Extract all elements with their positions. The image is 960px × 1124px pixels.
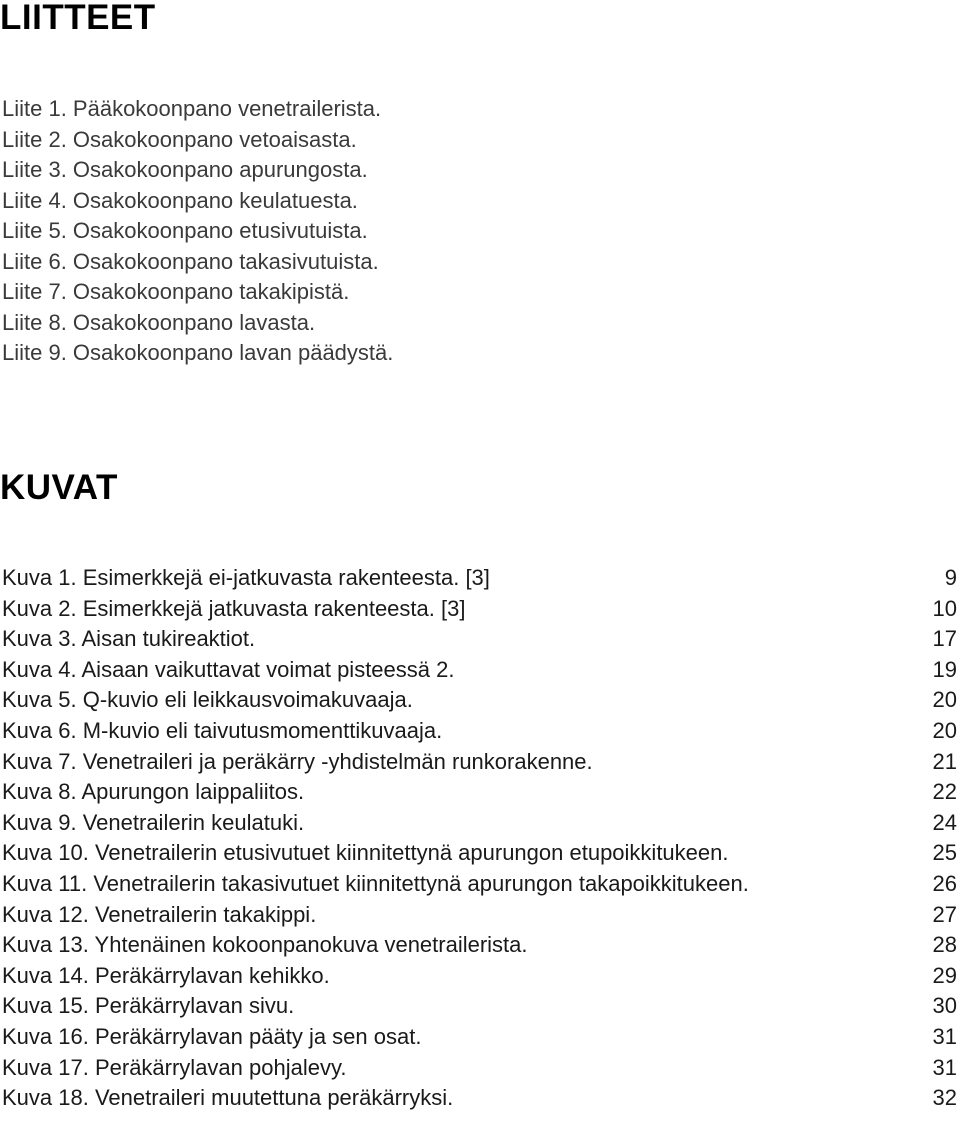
appendix-item: Liite 1. Pääkokoonpano venetrailerista. [2, 96, 382, 121]
figure-page-number: 9 [944, 565, 957, 590]
figure-page-number: 20 [932, 687, 957, 713]
appendix-item: Liite 4. Osakokoonpano keulatuesta. [2, 187, 358, 213]
figure-label: Kuva 12. Venetrailerin takakippi. [2, 901, 317, 927]
figure-label: Kuva 15. Peräkärrylavan sivu. [2, 993, 295, 1019]
figure-label: Kuva 16. Peräkärrylavan pääty ja sen osat. [2, 1023, 422, 1049]
figure-item [2, 624, 957, 655]
appendix-item: Liite 2. Osakokoonpano vetoaisasta. [2, 126, 357, 152]
figure-label: Kuva 1. Esimerkkejä ei-jatkuvasta rakenteesta. [3] [2, 565, 490, 590]
figure-page-number: 17 [932, 626, 957, 652]
figure-page-number: 29 [932, 962, 957, 988]
figure-page-number: 10 [932, 595, 957, 621]
figure-item [2, 685, 957, 716]
figure-item [2, 655, 957, 686]
figure-item [2, 838, 957, 869]
figure-label: Kuva 17. Peräkärrylavan pohjalevy. [2, 1054, 347, 1080]
figure-label: Kuva 3. Aisan tukireaktiot. [2, 626, 256, 652]
figure-label: Kuva 11. Venetrailerin takasivutuet kiinnitettynä apurungon takapoikkitukeen. [2, 870, 749, 896]
figure-page-number: 28 [932, 932, 957, 958]
figure-page-number: 19 [932, 656, 957, 682]
figure-item [2, 777, 957, 808]
figure-item [2, 930, 957, 961]
figure-page-number: 32 [932, 1085, 957, 1111]
figure-page-number: 27 [932, 901, 957, 927]
figure-item [2, 747, 957, 778]
figure-page-number: 20 [932, 717, 957, 743]
appendices-list [2, 94, 393, 369]
appendix-item: Liite 9. Osakokoonpano lavan päädystä. [2, 340, 394, 365]
figure-item [2, 563, 957, 594]
figure-item [2, 1022, 957, 1053]
appendix-item: Liite 8. Osakokoonpano lavasta. [2, 309, 316, 335]
figure-page-number: 30 [932, 993, 957, 1019]
figure-item [2, 716, 957, 747]
appendix-item: Liite 7. Osakokoonpano takakipistä. [2, 279, 350, 304]
figure-label: Kuva 14. Peräkärrylavan kehikko. [2, 962, 330, 988]
figures-heading: KUVAT [0, 468, 118, 507]
figure-page-number: 31 [932, 1054, 957, 1080]
figure-label: Kuva 5. Q-kuvio eli leikkausvoimakuvaaja. [2, 687, 413, 713]
figure-label: Kuva 18. Venetraileri muutettuna peräkärryksi. [2, 1085, 454, 1111]
figure-page-number: 31 [932, 1023, 957, 1049]
figure-item [2, 869, 957, 900]
figure-item [2, 594, 957, 625]
figure-item [2, 808, 957, 839]
figure-item [2, 900, 957, 931]
figure-label: Kuva 13. Yhtenäinen kokoonpanokuva venetrailerista. [2, 932, 528, 958]
appendix-item: Liite 6. Osakokoonpano takasivutuista. [2, 248, 379, 274]
figure-page-number: 21 [932, 748, 957, 774]
figure-item [2, 961, 957, 992]
figure-label: Kuva 4. Aisaan vaikuttavat voimat pisteessä 2. [2, 656, 455, 682]
appendix-item: Liite 3. Osakokoonpano apurungosta. [2, 157, 368, 182]
figure-label: Kuva 7. Venetraileri ja peräkärry -yhdistelmän runkorakenne. [2, 748, 593, 774]
appendices-heading: LIITTEET [0, 0, 156, 37]
figures-list [2, 563, 957, 1114]
figure-label: Kuva 2. Esimerkkejä jatkuvasta rakenteesta. [3] [2, 595, 466, 621]
figure-page-number: 25 [932, 840, 957, 866]
figure-label: Kuva 6. M-kuvio eli taivutusmomenttikuvaaja. [2, 717, 443, 743]
figure-page-number: 24 [932, 809, 957, 835]
appendix-item: Liite 5. Osakokoonpano etusivutuista. [2, 218, 368, 243]
figure-label: Kuva 8. Apurungon laippaliitos. [2, 779, 305, 805]
figure-page-number: 22 [932, 779, 957, 805]
figure-label: Kuva 9. Venetrailerin keulatuki. [2, 809, 305, 835]
figure-item [2, 991, 957, 1022]
figure-item [2, 1083, 957, 1114]
figure-label: Kuva 10. Venetrailerin etusivutuet kiinnitettynä apurungon etupoikkitukeen. [2, 840, 729, 866]
figure-item [2, 1053, 957, 1084]
figure-page-number: 26 [932, 870, 957, 896]
